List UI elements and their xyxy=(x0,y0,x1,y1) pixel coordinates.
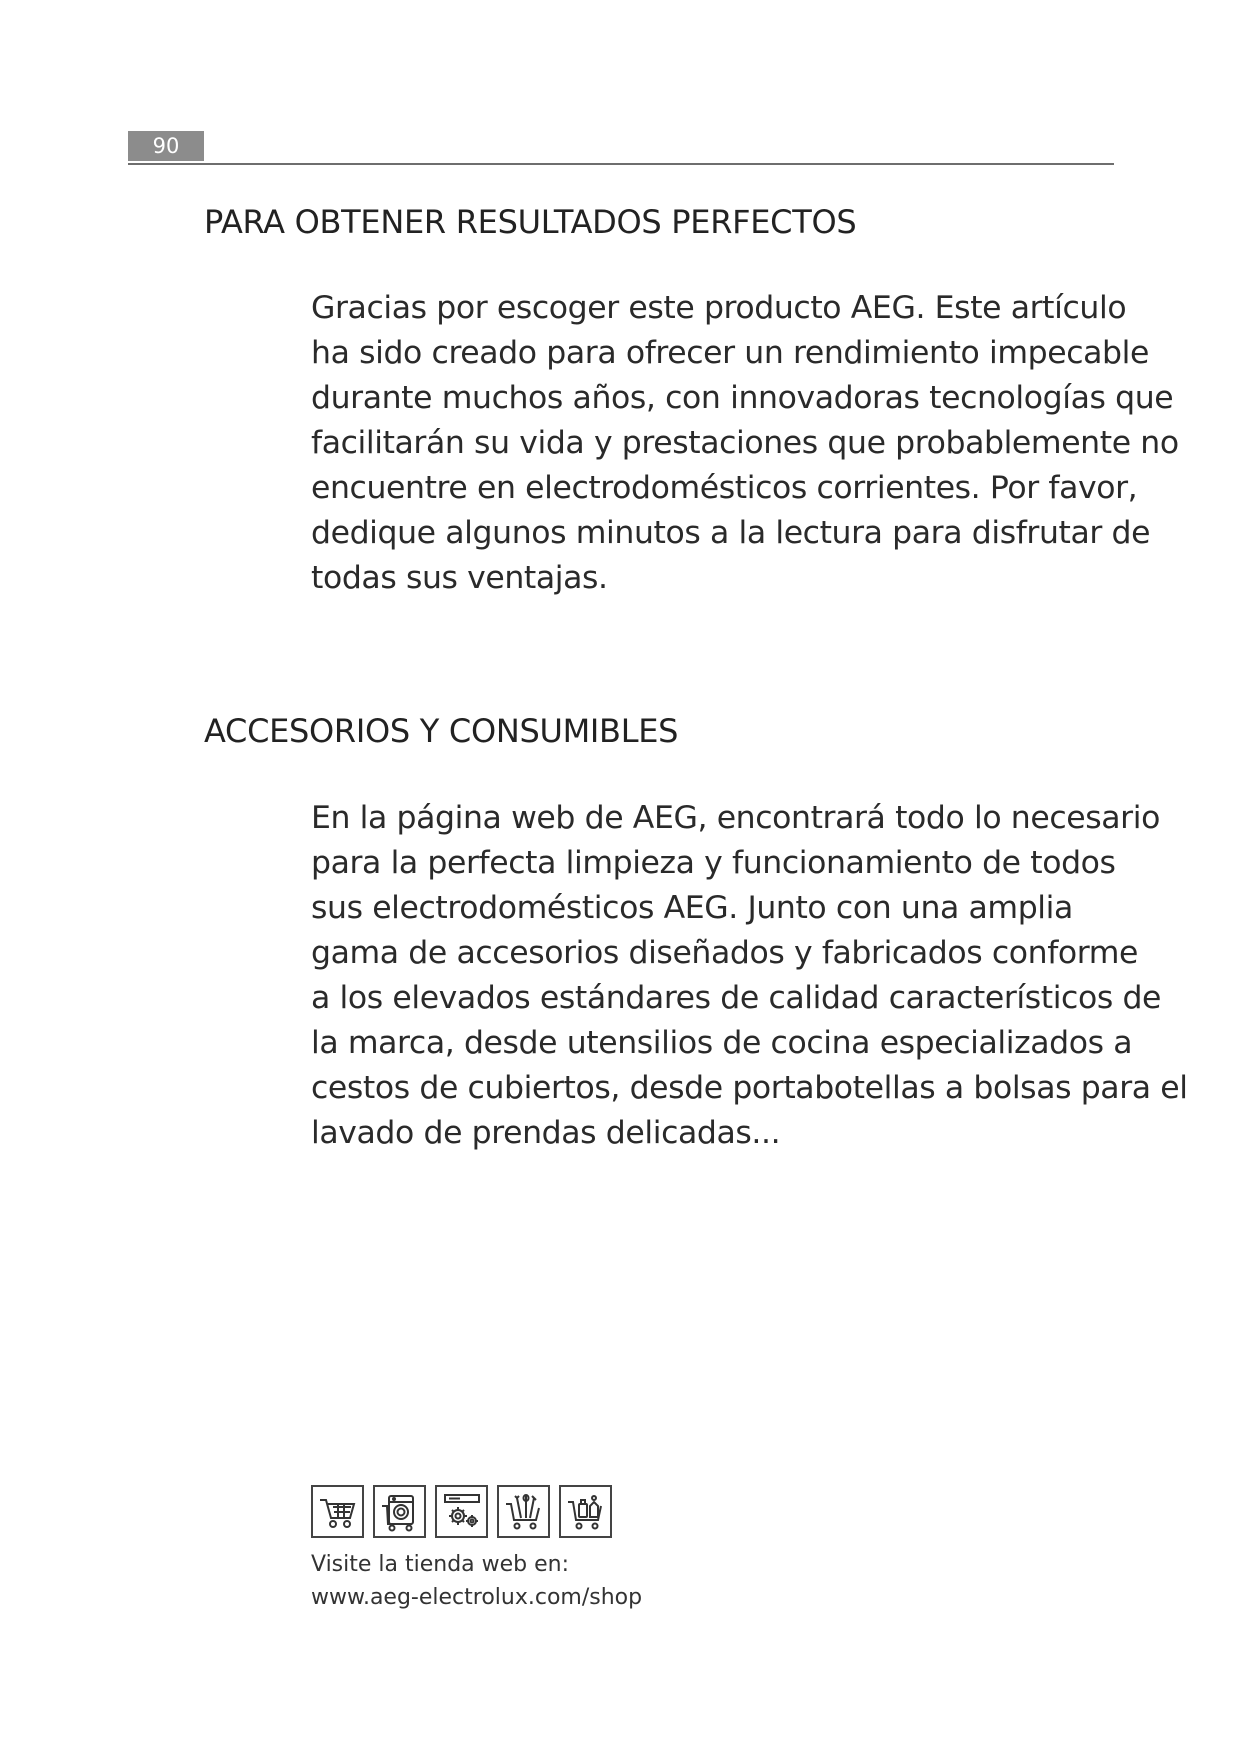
body-line: dedique algunos minutos a la lectura para disfrutar de xyxy=(311,515,1151,551)
section-body-accessories xyxy=(311,796,1188,1156)
body-line: para la perfecta limpieza y funcionamiento de todos xyxy=(311,845,1116,881)
shop-caption xyxy=(311,1548,642,1614)
cleaning-products-cart-icon xyxy=(559,1485,612,1538)
body-line: todas sus ventajas. xyxy=(311,560,608,596)
page-header xyxy=(128,131,1114,165)
body-line: encuentre en electrodomésticos corrientes. Por favor, xyxy=(311,470,1138,506)
body-line: ha sido creado para ofrecer un rendimiento impecable xyxy=(311,335,1149,371)
header-rule xyxy=(128,163,1114,165)
shop-url: www.aeg-electrolux.com/shop xyxy=(311,1585,643,1610)
body-line: En la página web de AEG, encontrará todo lo necesario xyxy=(311,800,1160,836)
body-line: a los elevados estándares de calidad característicos de xyxy=(311,980,1162,1016)
body-line: facilitarán su vida y prestaciones que probablemente no xyxy=(311,425,1179,461)
body-line: Gracias por escoger este producto AEG. Este artículo xyxy=(311,290,1127,326)
shop-icon-row xyxy=(311,1485,612,1538)
section-body-perfect-results xyxy=(311,286,1179,601)
body-line: sus electrodomésticos AEG. Junto con una amplia xyxy=(311,890,1073,926)
section-title-perfect-results: PARA OBTENER RESULTADOS PERFECTOS xyxy=(204,203,857,241)
washing-machine-cart-icon xyxy=(373,1485,426,1538)
body-line: durante muchos años, con innovadoras tecnologías que xyxy=(311,380,1174,416)
gear-settings-cart-icon xyxy=(435,1485,488,1538)
shopping-cart-icon xyxy=(311,1485,364,1538)
body-line: cestos de cubiertos, desde portabotellas a bolsas para el xyxy=(311,1070,1188,1106)
shop-caption-text: Visite la tienda web en: xyxy=(311,1552,570,1577)
body-line: gama de accesorios diseñados y fabricados conforme xyxy=(311,935,1139,971)
page-number: 90 xyxy=(128,131,204,161)
body-line: la marca, desde utensilios de cocina especializados a xyxy=(311,1025,1133,1061)
body-line: lavado de prendas delicadas... xyxy=(311,1115,781,1151)
section-title-accessories: ACCESORIOS Y CONSUMIBLES xyxy=(204,712,679,750)
kitchen-utensils-cart-icon xyxy=(497,1485,550,1538)
